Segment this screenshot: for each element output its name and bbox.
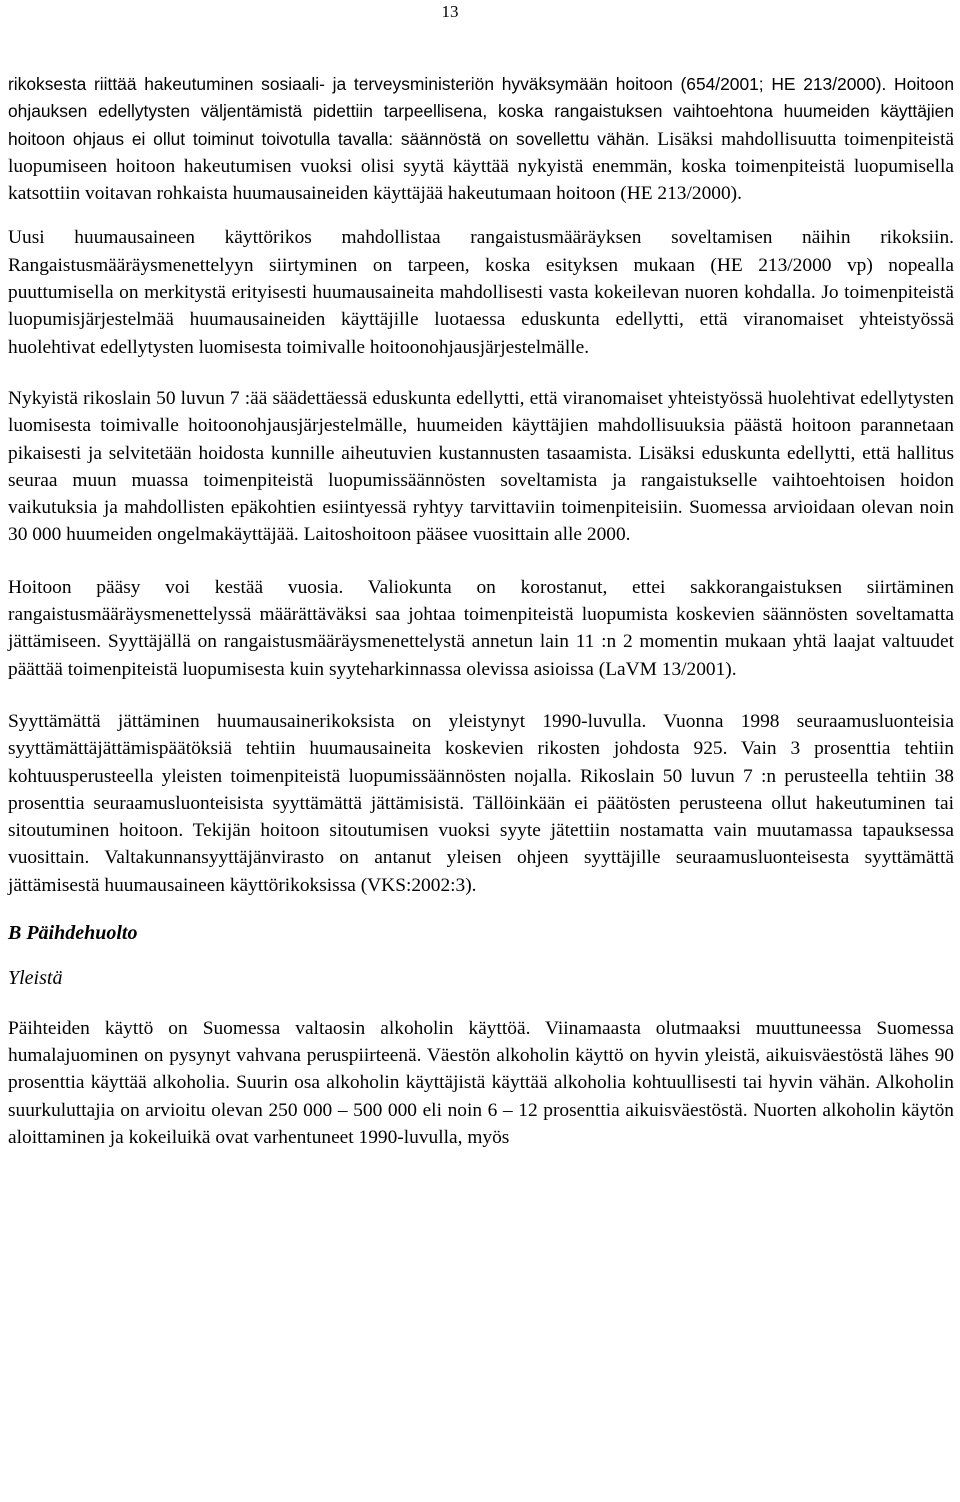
paragraph-2: Uusi huumausaineen käyttörikos mahdollistaa rangaistusmääräyksen soveltamisen näihin rikoksiin. Rangaistusmääräysmenettelyyn siirtyminen on tarpeen, koska esityksen mukaan (HE 213/2000 vp) nopealla puuttumisella on merkitystä erityisesti huumausaineita mahdollisesti vasta kokeilevan nuoren kohdalla. Jo toimenpiteistä luopumisjärjestelmää huumausaineiden käyttäjille luotaessa eduskunta edellytti, että viranomaiset yhteistyössä huolehtivat edellytysten luomisesta toimivalle hoitoonohjausjärjestelmälle.	[8, 227, 954, 358]
section-heading: B Päihdehuolto	[8, 922, 138, 945]
paragraph-4: Hoitoon pääsy voi kestää vuosia. Valiokunta on korostanut, ettei sakkorangaistuksen siirtäminen rangaistusmääräysmenettelyssä määrättäväksi saa johtaa toimenpiteistä luopumista koskevien säännösten soveltamatta jättämiseen. Syyttäjällä on rangaistusmääräysmenettelystä annetun lain 11 :n 2 momentin mukaan yhtä laajat valtuudet päättää toimenpiteistä luopumisesta kuin syyteharkinnassa olevissa asioissa (LaVM 13/2001).	[8, 576, 954, 680]
paragraph-6: Päihteiden käyttö on Suomessa valtaosin alkoholin käyttöä. Viinamaasta olutmaaksi muuttuneessa Suomessa humalajuominen on pysynyt vahvana peruspiirteenä. Väestön alkoholin käyttö on hyvin yleistä, aikuisväestöstä lähes 90 prosenttia käyttää alkoholia. Suurin osa alkoholin käyttäjistä käyttää alkoholia kohtuullisesti tai hyvin vähän. Alkoholin suurkuluttajia on arvioitu olevan 250 000 – 500 000 eli noin 6 – 12 prosenttia aikuisväestöstä. Nuorten alkoholin käytön aloittaminen ja kokeiluikä ovat varhentuneet 1990-luvulla, myös	[8, 1017, 954, 1148]
paragraph-1-serif-text: Lisäksi mahdollisuutta toimenpiteistä luopumiseen hoitoon hakeutumisen vuoksi olisi syytä käyttää nykyistä enemmän, koska toimenpiteistä luopumisella katsottiin voitavan rohkaista huumausaineiden käyttäjää hakeutumaan hoitoon (HE 213/2000).	[8, 128, 955, 205]
subsection-heading: Yleistä	[8, 967, 63, 990]
page-number: 13	[441, 2, 459, 21]
paragraph-1-sans-text: rikoksesta riittää hakeutuminen sosiaali- ja terveysministeriön hyväksymään hoitoon (654/2001; HE 213/2000). Hoitoon ohjauksen edellytysten väljentämistä pidettiin tarpeellisena, koska rangaistuksen vaihtoehtona huumeiden käyttäjien hoitoon ohjaus ei ollut toiminut toivotulla tavalla: säännöstä on sovellettu vähän.	[8, 74, 954, 149]
paragraph-3: Nykyistä rikoslain 50 luvun 7 :ää säädettäessä eduskunta edellytti, että viranomaiset yhteistyössä huolehtivat edellytysten luomisesta toimivalle hoitoonohjausjärjestelmälle, huumeiden käyttäjien mahdollisuuksia päästä hoitoon parannetaan pikaisesti ja selvitetään hoidosta kunnille aiheutuvien kustannusten tasaamista. Lisäksi eduskunta edellytti, että hallitus seuraa muun muassa toimenpiteistä luopumissäännösten soveltamista ja rangaistukselle vaihtoehtoisen hoidon vaikutuksia ja mahdollisten epäkohtien esiintyessä ryhtyy tarvittaviin toimenpiteisiin. Suomessa arvioidaan olevan noin 30 000 huumeiden ongelmakäyttäjää. Laitoshoitoon pääsee vuosittain alle 2000.	[8, 387, 954, 546]
paragraph-1	[8, 71, 954, 207]
paragraph-5: Syyttämättä jättäminen huumausainerikoksista on yleistynyt 1990-luvulla. Vuonna 1998 seuraamusluonteisia syyttämättäjättämispäätöksiä tehtiin huumausaineita koskevien rikosten johdosta 925. Vain 3 prosenttia tehtiin kohtuusperusteella yleisten toimenpiteistä luopumissäännösten nojalla. Rikoslain 50 luvun 7 :n perusteella tehtiin 38 prosenttia seuraamusluonteisista syyttämättä jättämisistä. Tällöinkään ei päätösten perusteena ollut hakeutuminen tai sitoutuminen hoitoon. Tekijän hoitoon sitoutumisen vuoksi syyte jätettiin nostamatta vain muutamassa tapauksessa vuosittain. Valtakunnansyyttäjänvirasto on antanut yleisen ohjeen syyttäjille seuraamusluonteisesta syyttämättä jättämisestä huumausaineen käyttörikoksissa (VKS:2002:3).	[8, 710, 954, 896]
document-body	[8, 71, 954, 1151]
